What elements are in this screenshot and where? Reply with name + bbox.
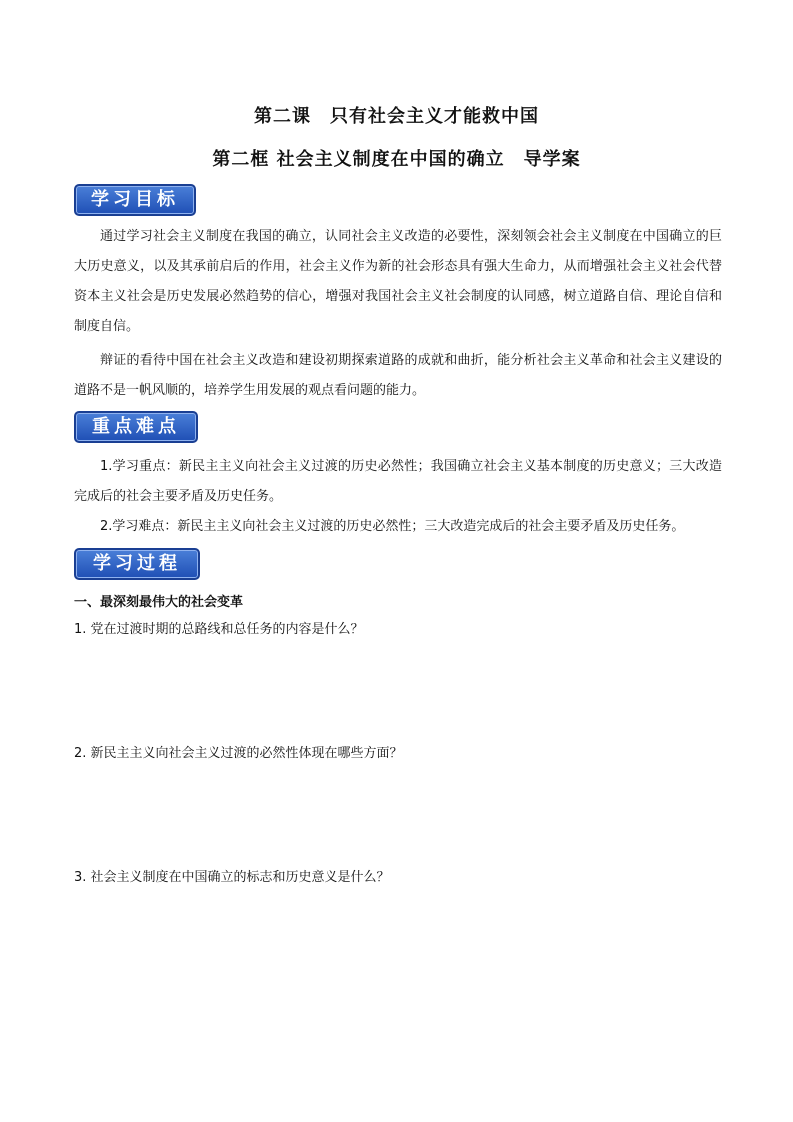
frame-title: 第二框 社会主义制度在中国的确立 导学案 [212, 149, 581, 170]
learning-goals-badge: 学习目标 [74, 184, 196, 216]
learning-goals-paragraph-1: 通过学习社会主义制度在我国的确立，认同社会主义改造的必要性，深刻领会社会主义制度在中国确立的巨大历史意义，以及其承前启后的作用，社会主义作为新的社会形态具有强大生命力，从而增强社会主义社会代替资本主义社会是历史发展必然趋势的信心，增强对我国社会主义社会制度的认同感，树立道路自信、理论自信和制度自信。 [74, 229, 722, 334]
question-2: 2. 新民主主义向社会主义过渡的必然性体现在哪些方面？ [74, 746, 403, 761]
lesson-title: 第二课 只有社会主义才能救中国 [254, 106, 539, 127]
learning-goals-paragraph-2: 辩证的看待中国在社会主义改造和建设初期探索道路的成就和曲折，能分析社会主义革命和社会主义建设的道路不是一帆风顺的，培养学生用发展的观点看问题的能力。 [74, 353, 722, 398]
question-1: 1. 党在过渡时期的总路线和总任务的内容是什么？ [74, 622, 364, 637]
key-points-badge: 重点难点 [74, 411, 198, 443]
difficult-point-item: 2.学习难点：新民主主义向社会主义过渡的历史必然性；三大改造完成后的社会主要矛盾及历史任务。 [100, 519, 685, 534]
section-heading: 一、最深刻最伟大的社会变革 [74, 595, 244, 610]
key-point-item: 1.学习重点：新民主主义向社会主义过渡的历史必然性；我国确立社会主义基本制度的历史意义；三大改造完成后的社会主要矛盾及历史任务。 [74, 459, 722, 504]
learning-process-badge: 学习过程 [74, 548, 200, 580]
question-3: 3. 社会主义制度在中国确立的标志和历史意义是什么？ [74, 870, 390, 885]
